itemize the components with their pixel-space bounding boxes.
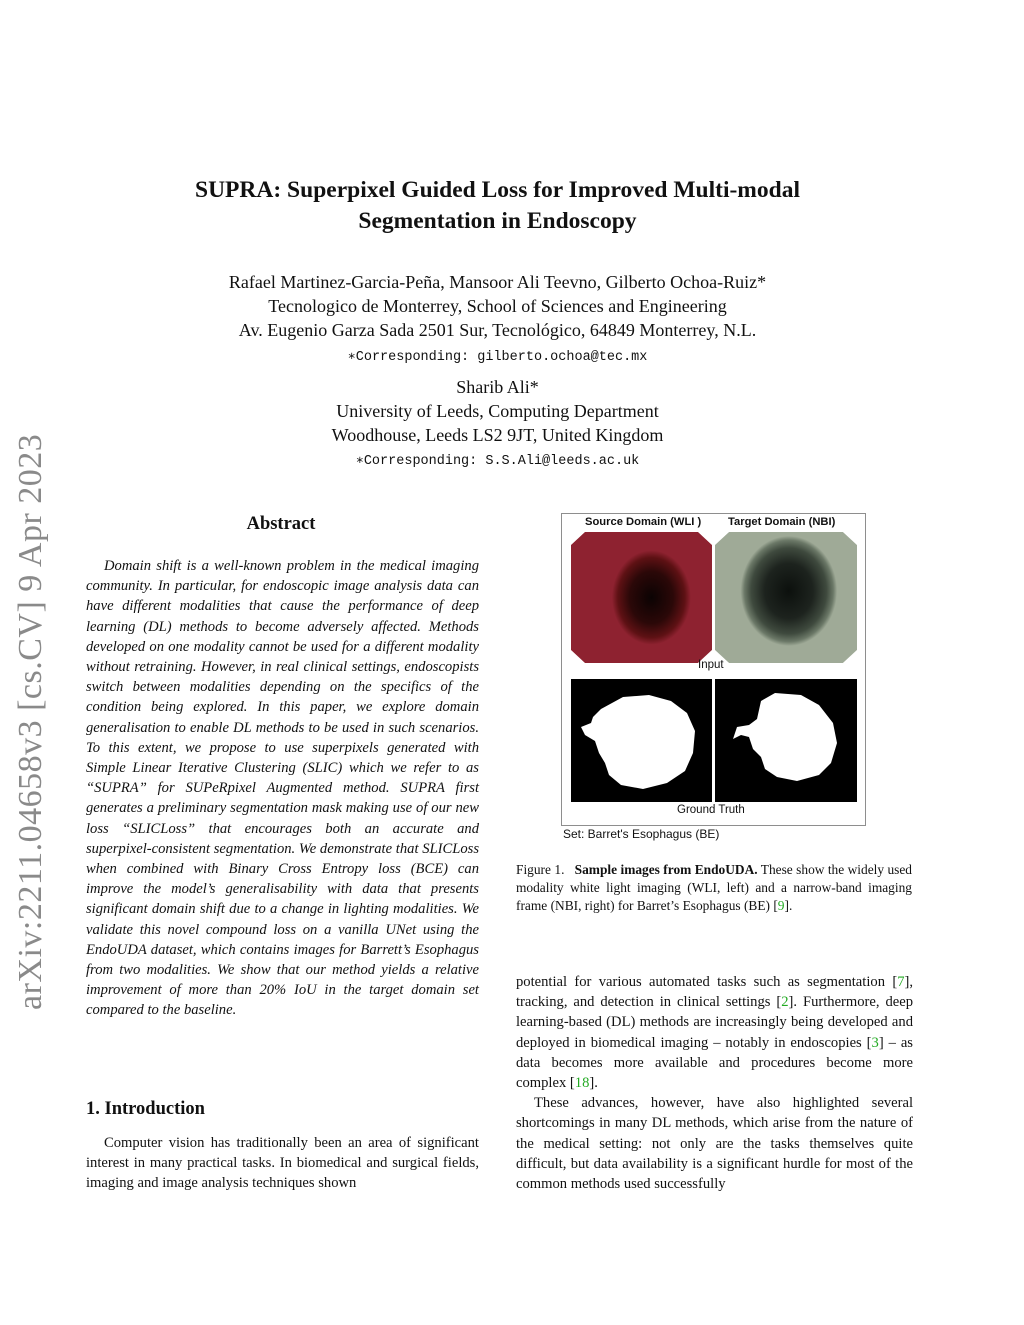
wli-mask-shape (571, 679, 712, 802)
email-2: ∗Corresponding: S.S.Ali@leeds.ac.uk (355, 454, 640, 469)
text-run: ], tracking, and detection in clinical settings [ (516, 974, 913, 1011)
text-run: ] – as data becomes more available and procedures become more complex [ (516, 1034, 913, 1092)
figure-1 (561, 513, 866, 826)
ground-truth-label: Ground Truth (677, 804, 745, 816)
set-label: Set: Barret's Esophagus (BE) (563, 827, 720, 841)
source-domain-label: Source Domain (WLI ) (585, 516, 702, 528)
introduction-text: Computer vision has traditionally been an area of significant interest in many practical tasks. In biomedical and surgical fields, imaging and image analysis techniques shown (86, 1135, 479, 1192)
introduction-heading: 1. Introduction (86, 1099, 205, 1119)
citation-link-7[interactable]: 7 (897, 974, 905, 990)
right-paragraph-2: These advances, however, have also highlighted several shortcomings in many DL methods, which arise from the nature of the medical setting: not only are the tasks themselves quite difficult, but data availability is a significant hurdle for most of the common methods used successfully (516, 1095, 913, 1193)
input-label: Input (698, 659, 724, 671)
target-domain-label: Target Domain (NBI) (728, 516, 836, 528)
address-2: Woodhouse, Leeds LS2 9JT, United Kingdom (331, 425, 664, 445)
paper-title (140, 175, 855, 237)
right-column-text (516, 972, 913, 1194)
affiliation-2: University of Leeds, Computing Department (336, 401, 659, 421)
figure-caption (516, 861, 912, 916)
author-names-2: Sharib Ali* (456, 377, 539, 397)
text-run: potential for various automated tasks such as segmentation [ (516, 974, 898, 990)
email-1: ∗Corresponding: gilberto.ochoa@tec.mx (347, 350, 648, 365)
caption-bold: Sample images from EndoUDA. (574, 862, 758, 877)
citation-link-3[interactable]: 3 (871, 1034, 879, 1051)
abstract-text: Domain shift is a well-known problem in the medical imaging community. In particular, for endoscopic image analysis data can have different modalities that cause the performance of deep learning (DL) methods to become adversely affected. Methods developed on one modality cannot be used for a different modality without retraining. However, in real clinical settings, endoscopists switch between modalities depending on the specifics of the condition being explored. In this paper, we explore domain generalisation to enable DL methods to be used in such scenarios. To this extent, we propose to use superpixels generated with Simple Linear Iterative Clustering (SLIC) which we refer to as “SUPRA” for SUPeRpixel Augmented method. SUPRA first generates a preliminary segmentation mask making use of our new loss “SLICLoss” that encourages both an accurate and superpixel-consistent segmentation. We demonstrate that SLICLoss when combined with Binary Cross Entropy loss (BCE) can improve the model’s generalisability with data that presents significant domain shift due to a change in lighting modalities. We validate this novel compound loss on a vanilla UNet using the EndoUDA dataset, which contains images for Barrett’s Esophagus from two modalities. We show that our method yields a relative improvement of more than 20% IoU in the target domain set compared to the baseline. (86, 558, 479, 1019)
abstract-heading: Abstract (246, 514, 316, 534)
wli-endoscopy-image (571, 532, 712, 663)
affiliation-1: Tecnologico de Monterrey, School of Sciences and Engineering (268, 296, 727, 316)
text-run: ]. (589, 1075, 598, 1092)
nbi-ground-truth-mask (715, 679, 857, 802)
address-1: Av. Eugenio Garza Sada 2501 Sur, Tecnológico, 64849 Monterrey, N.L. (238, 320, 757, 340)
right-paragraph-1 (516, 972, 913, 1093)
nbi-endoscopy-image (715, 532, 857, 663)
citation-link-2[interactable]: 2 (781, 994, 789, 1011)
title-line-1: SUPRA: Superpixel Guided Loss for Improved Multi-modal (195, 177, 800, 203)
author-names-1: Rafael Martinez-Garcia-Peña, Mansoor Ali Teevno, Gilberto Ochoa-Ruiz* (228, 272, 767, 292)
caption-end: ]. (784, 898, 793, 914)
arxiv-stamp: arXiv:2211.04658v3 [cs.CV] 9 Apr 2023 (12, 433, 49, 1010)
caption-text: These show the widely used modality white light imaging (WLI, left) and a narrow-band imaging frame (NBI, right) for Barret’s Esophagus (BE) [ (516, 862, 913, 914)
nbi-mask-shape (715, 679, 857, 802)
caption-citation-link[interactable]: 9 (777, 898, 785, 914)
caption-prefix: Figure 1. (516, 862, 565, 877)
wli-ground-truth-mask (571, 679, 712, 802)
title-line-2: Segmentation in Endoscopy (358, 208, 637, 234)
citation-link-18[interactable]: 18 (574, 1075, 590, 1092)
text-run: ]. Furthermore, deep learning-based (DL) methods are increasingly being developed and deployed in biomedical imaging – notably in endoscopies [ (516, 994, 914, 1051)
